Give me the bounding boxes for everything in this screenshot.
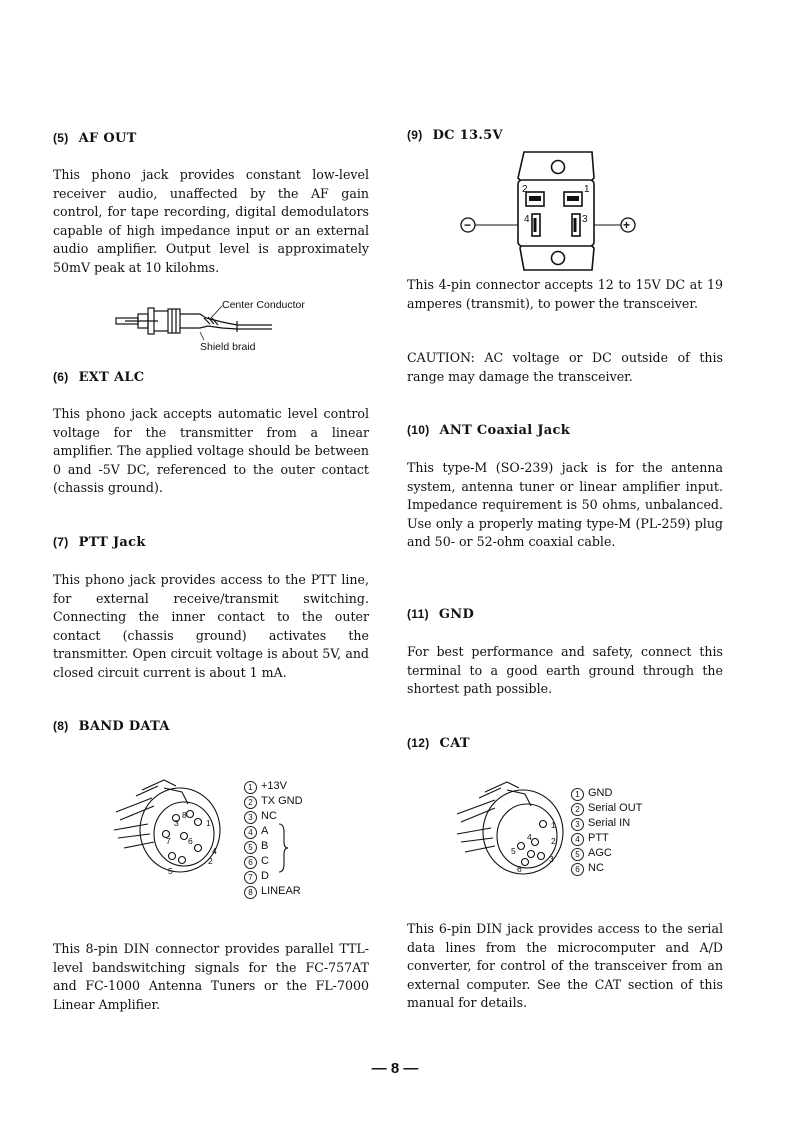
din-8-pin-connector-diagram bbox=[112, 778, 234, 886]
section-heading: GND bbox=[438, 607, 475, 622]
pin-item: 6 C bbox=[244, 854, 303, 869]
section-heading: CAT bbox=[439, 736, 470, 751]
section-heading: DC 13.5V bbox=[432, 128, 503, 143]
pin-item: 6 NC bbox=[571, 861, 642, 876]
plus-terminal-label: + bbox=[623, 218, 631, 232]
section-title-ext-alc bbox=[53, 370, 144, 385]
dc-caution-note: CAUTION: AC voltage or DC outside of this range may damage the transceiver. bbox=[407, 350, 723, 384]
section-title-cat bbox=[407, 736, 470, 751]
ant-coaxial-jack-description: This type-M (SO-239) jack is for the antenna system, antenna tuner or linear amplifier input. Impedance requirement is 50 ohms, unbalanced. Use only a properly mating type-M (PL-259) plug and 50- or 52-ohm coaxial cable. bbox=[407, 460, 723, 550]
din8-pin-1: 1 bbox=[206, 818, 211, 828]
page-number: — 8 — bbox=[371, 1060, 419, 1077]
pin-item: 3 Serial IN bbox=[571, 816, 642, 831]
section-number: (5) bbox=[53, 131, 69, 145]
din8-pin-6: 6 bbox=[188, 836, 193, 846]
cat-description: This 6-pin DIN jack provides access to the serial data lines from the microcomputer and A/D converter, for control of the transceiver from an external computer. See the CAT section of this manual for details. bbox=[407, 921, 723, 1011]
center-conductor-label: Center Conductor bbox=[222, 299, 305, 311]
dc-pin-2: 2 bbox=[522, 184, 528, 195]
pin-item: 2 Serial OUT bbox=[571, 801, 642, 816]
section-heading: ANT Coaxial Jack bbox=[439, 423, 571, 438]
section-number: (7) bbox=[53, 535, 69, 549]
section-number: (10) bbox=[407, 423, 430, 437]
section-title-band-data bbox=[53, 719, 170, 734]
section-title-gnd bbox=[407, 607, 474, 622]
din-6-pin-connector-diagram bbox=[455, 780, 573, 884]
din8-pin-5: 5 bbox=[168, 866, 173, 876]
band-data-pin-list bbox=[244, 779, 303, 899]
af-out-description: This phono jack provides constant low-level receiver audio, unaffected by the AF gain control, for tape recording, digital demodulators capable of high impedance input or an external audio amplifier. Output level is approximately 50mV peak at 10 kilohms. bbox=[53, 167, 369, 275]
pin-item: 8 LINEAR bbox=[244, 884, 303, 899]
section-heading: PTT Jack bbox=[78, 535, 146, 550]
din6-pin-6: 6 bbox=[517, 864, 522, 874]
band-data-description: This 8-pin DIN connector provides parallel TTL-level bandswitching signals for the FC-757AT and FC-1000 Antenna Tuners or the FL-7000 Linear Amplifier. bbox=[53, 941, 369, 1012]
pin-item: 5 B bbox=[244, 839, 303, 854]
din8-pin-4: 4 bbox=[212, 846, 217, 856]
dc-pin-4: 4 bbox=[524, 214, 530, 225]
dc-pin-3: 3 bbox=[582, 214, 588, 225]
section-heading: EXT ALC bbox=[78, 370, 145, 385]
phono-plug-diagram bbox=[112, 292, 352, 356]
pin-item: 4 A bbox=[244, 824, 303, 839]
section-title-ptt-jack bbox=[53, 535, 146, 550]
pin-item: 2 TX GND bbox=[244, 794, 303, 809]
minus-terminal-label: − bbox=[464, 218, 472, 232]
shield-braid-label: Shield braid bbox=[200, 341, 256, 353]
din8-pin-2: 2 bbox=[208, 856, 213, 866]
cat-pin-list bbox=[571, 786, 642, 876]
section-title-dc-13-5v bbox=[407, 128, 503, 143]
dc-13-5v-description: This 4-pin connector accepts 12 to 15V DC at 19 amperes (transmit), to power the transceiver. bbox=[407, 277, 723, 311]
din8-pin-7: 7 bbox=[166, 836, 171, 846]
section-heading: AF OUT bbox=[78, 131, 137, 146]
din6-pin-2: 2 bbox=[551, 836, 556, 846]
section-number: (12) bbox=[407, 736, 430, 750]
section-number: (11) bbox=[407, 607, 429, 621]
pin-item: 5 AGC bbox=[571, 846, 642, 861]
pin-item: 1 GND bbox=[571, 786, 642, 801]
pin-item: 1 +13V bbox=[244, 779, 303, 794]
ptt-jack-description: This phono jack provides access to the PTT line, for external receive/transmit switching. Connecting the inner contact to the outer contact (chassis ground) activates the transmitter. Open circuit voltage is about 5V, and closed circuit current is about 1 mA. bbox=[53, 572, 369, 680]
ext-alc-description: This phono jack accepts automatic level control voltage for the transmitter from a linear amplifier. The applied voltage should be between 0 and -5V DC, referenced to the outer contact (chassis ground). bbox=[53, 406, 369, 496]
din6-pin-5: 5 bbox=[511, 846, 516, 856]
section-heading: BAND DATA bbox=[78, 719, 170, 734]
din6-pin-1: 1 bbox=[551, 820, 556, 830]
pin-item: 3 NC bbox=[244, 809, 303, 824]
din8-pin-8: 8 bbox=[182, 810, 187, 820]
section-title-af-out bbox=[53, 131, 137, 146]
pin-item: 7 D bbox=[244, 869, 303, 884]
dc-pin-1: 1 bbox=[584, 184, 590, 195]
din6-pin-3: 3 bbox=[549, 854, 554, 864]
dc-power-connector-diagram bbox=[460, 148, 640, 272]
abcd-brace bbox=[278, 822, 290, 874]
section-number: (8) bbox=[53, 719, 69, 733]
section-number: (6) bbox=[53, 370, 69, 384]
din6-pin-4: 4 bbox=[527, 832, 532, 842]
pin-item: 4 PTT bbox=[571, 831, 642, 846]
section-title-ant-coaxial-jack bbox=[407, 423, 570, 438]
gnd-description: For best performance and safety, connect this terminal to a good earth ground through the shortest path possible. bbox=[407, 644, 723, 697]
din8-pin-3: 3 bbox=[174, 818, 179, 828]
section-number: (9) bbox=[407, 128, 423, 142]
